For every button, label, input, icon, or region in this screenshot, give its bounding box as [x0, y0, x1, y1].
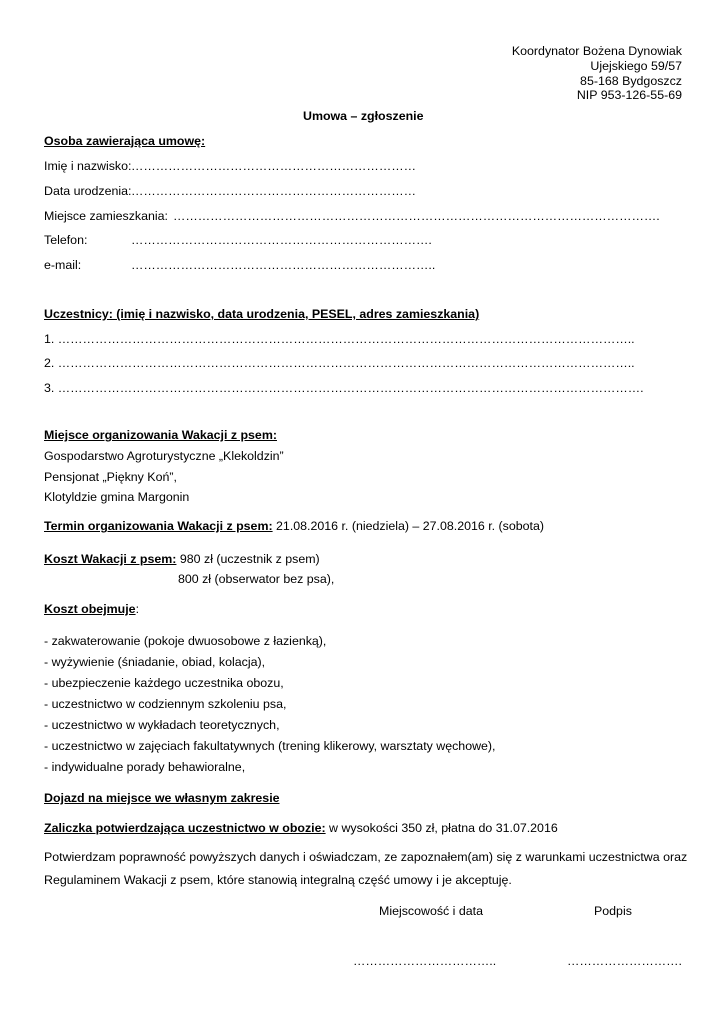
signature-field[interactable]: ………………………. [567, 954, 682, 968]
deposit-value: w wysokości 350 zł, płatna do 31.07.2016 [325, 821, 558, 835]
confirmation-line-2: Regulaminem Wakacji z psem, które stanowią integralną część umowy i je akceptuję. [44, 873, 512, 887]
residence-field[interactable]: ………………………………………………………………………………………………………. [173, 209, 660, 223]
participant-line-3[interactable]: 3. ……………………………………………………………………………………………………………………………. [44, 381, 644, 395]
cost-label: Koszt Wakacji z psem: [44, 552, 177, 566]
phone-field[interactable]: ………………………………………………………………. [131, 233, 432, 247]
birth-date-label: Data urodzenia: [44, 184, 132, 198]
term-row [44, 519, 544, 534]
participant-line-2[interactable]: 2. ………………………………………………………………………………………………………………………….. [44, 356, 635, 370]
deposit-label: Zaliczka potwierdzająca uczestnictwo w obozie: [44, 821, 326, 835]
cost-row [44, 552, 320, 567]
coordinator-street: Ujejskiego 59/57 [590, 59, 682, 73]
place-date-field[interactable]: …………………………….. [353, 954, 497, 968]
cost-value-2: 800 zł (obserwator bez psa), [178, 572, 335, 586]
coordinator-name: Koordynator Bożena Dynowiak [511, 44, 682, 58]
birth-date-field[interactable]: …………………………………………………………… [131, 184, 416, 198]
location-line-1: Gospodarstwo Agroturystyczne „Klekoldzin” [44, 449, 284, 463]
coordinator-city: 85-168 Bydgoszcz [580, 74, 682, 88]
cost-item: - uczestnictwo w zajęciach fakultatywnych (trening klikerowy, warsztaty węchowe), [44, 739, 496, 753]
coordinator-nip: NIP 953-126-55-69 [576, 88, 682, 102]
cost-includes-heading: Koszt obejmuje [44, 602, 136, 616]
email-field[interactable]: ……………………………………………………………….. [131, 258, 436, 272]
location-line-3: Klotyldzie gmina Margonin [44, 490, 190, 504]
cost-item: - zakwaterowanie (pokoje dwuosobowe z łazienką), [44, 634, 327, 648]
deposit-row [44, 821, 558, 836]
cost-item: - indywidualne porady behawioralne, [44, 760, 246, 774]
cost-item: - uczestnictwo w wykładach teoretycznych, [44, 718, 280, 732]
signature-label: Podpis [594, 904, 632, 918]
document-title: Umowa – zgłoszenie [303, 109, 424, 123]
travel-note: Dojazd na miejsce we własnym zakresie [44, 791, 280, 805]
residence-label: Miejsce zamieszkania: [44, 209, 168, 223]
term-value: 21.08.2016 r. (niedziela) – 27.08.2016 r. (sobota) [272, 519, 544, 533]
place-date-label: Miejscowość i data [379, 904, 483, 918]
phone-label: Telefon: [44, 233, 88, 247]
cost-item: - wyżywienie (śniadanie, obiad, kolacja), [44, 655, 266, 669]
participant-line-1[interactable]: 1. ………………………………………………………………………………………………………………………….. [44, 332, 635, 346]
participants-heading: Uczestnicy: (imię i nazwisko, data urodzenia, PESEL, adres zamieszkania) [44, 307, 480, 321]
email-label: e-mail: [44, 258, 82, 272]
confirmation-line-1: Potwierdzam poprawność powyższych danych i oświadczam, ze zapoznałem(am) się z warunkami uczestnictwa oraz [44, 850, 688, 864]
name-field[interactable]: …………………………………………………………… [131, 159, 416, 173]
cost-includes-row [44, 602, 139, 617]
cost-value-1: 980 zł (uczestnik z psem) [176, 552, 320, 566]
cost-includes-colon: : [135, 602, 140, 616]
contracting-person-heading: Osoba zawierająca umowę: [44, 134, 206, 148]
location-heading: Miejsce organizowania Wakacji z psem: [44, 428, 277, 442]
name-label: Imię i nazwisko: [44, 159, 132, 173]
location-line-2: Pensjonat „Piękny Koń”, [44, 470, 177, 484]
cost-item: - ubezpieczenie każdego uczestnika obozu, [44, 676, 284, 690]
term-label: Termin organizowania Wakacji z psem: [44, 519, 273, 533]
cost-item: - uczestnictwo w codziennym szkoleniu psa, [44, 697, 287, 711]
